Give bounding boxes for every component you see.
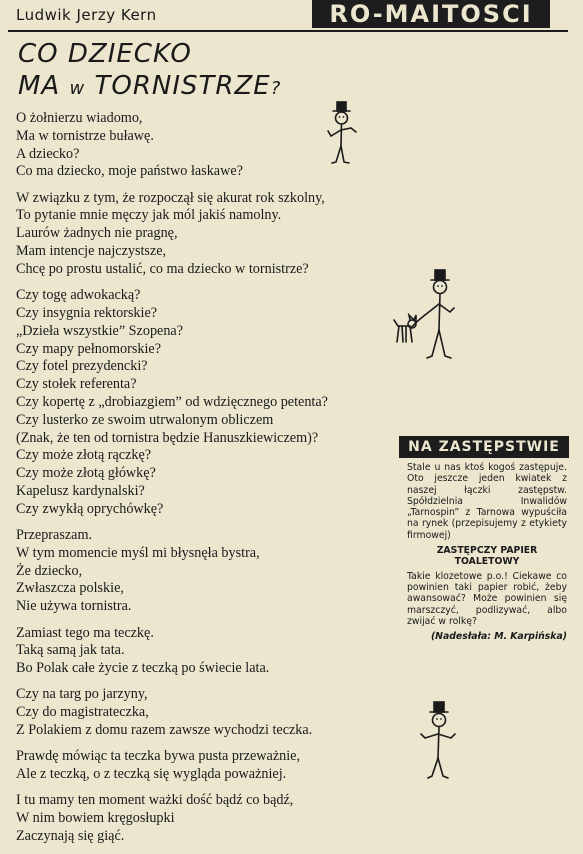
poem-stanza [16, 792, 411, 845]
sidebar-text: Takie klozetowe p.o.! Ciekawe co powinien taki papier robić, żeby awansować? Może powinien się marszczyć, podlizywać, albo zwijać w rolkę? [407, 570, 567, 627]
stick-figure-illustration-top [318, 100, 368, 172]
poem-line: Przepraszam. [16, 527, 93, 544]
poem-line: Ma w tornistrze buławę. [16, 127, 154, 144]
title-word-ma: MA [18, 71, 61, 101]
poem-line: Zwłaszcza polskie, [16, 580, 124, 597]
poem-line: Taką samą jak tata. [16, 642, 125, 659]
poem-line: Bo Polak całe życie z teczką po świecie lata. [16, 660, 270, 677]
poem-line: Zaczynają się giąć. [16, 827, 125, 844]
poem-stanza [16, 625, 411, 678]
poem-line: Czy mapy pełnomorskie? [16, 340, 161, 357]
poem-line: W nim bowiem kręgosłupki [16, 810, 175, 827]
title-line-1: CO DZIECKO [18, 39, 192, 69]
poem-stanza [16, 527, 411, 616]
sidebar-intro: Stale u nas ktoś kogoś zastępuje. Oto jeszcze jeden kwiatek z naszej łączki zastępstw. Spółdzielnia Inwalidów „Tarnospin” z Tarnowa wypuściła na rynek (przepisujemy z etykiety firmowej) [407, 462, 567, 541]
poem-line: W tym momencie myśl mi błysnęła bystra, [16, 544, 260, 561]
poem-line: Ale z teczką, o z teczką się wygląda poważniej. [16, 766, 287, 783]
poem-line: „Dzieła wszystkie” Szopena? [16, 322, 184, 339]
sidebar-subheading: ZASTĘPCZY PAPIER TOALETOWY [436, 545, 538, 568]
poem-line: Czy lusterko ze swoim utrwalonym obliczem [16, 411, 274, 428]
poem-line: Kapelusz kardynalski? [16, 482, 145, 499]
poem-line: Czy togę adwokacką? [16, 287, 141, 304]
poem-line: Czy insygnia rektorskie? [16, 304, 158, 321]
man-walking-dog-illustration [392, 268, 472, 368]
sidebar-heading: NA ZASTĘPSTWIE [399, 436, 569, 458]
poem-stanza [16, 686, 411, 739]
poem-stanza [16, 748, 411, 784]
poem-title [18, 38, 378, 105]
poem-line: Zamiast tego ma teczkę. [16, 624, 154, 641]
poem-line: Laurów żadnych nie pragnę, [16, 225, 178, 242]
poem-line: Że dziecko, [16, 562, 83, 579]
poem-stanza [16, 190, 411, 279]
header-rule [8, 30, 568, 32]
poem-line: Mam intencje najczystsze, [16, 243, 167, 260]
poem-line: Czy do magistrateczka, [16, 704, 149, 721]
masthead-logo: RO-MAITOSCI [312, 0, 550, 28]
poem-line: O żołnierzu wiadomo, [16, 110, 143, 126]
poem-line: Nie używa tornistra. [16, 598, 132, 615]
poem-line: Z Polakiem z domu razem zawsze wychodzi teczka. [16, 722, 313, 738]
sidebar-credit: (Nadesłała: M. Karpińska) [430, 631, 567, 643]
poem-line: I tu mamy ten moment ważki dość bądź co bądź, [16, 792, 294, 809]
poem-line: Czy stołek referenta? [16, 376, 137, 393]
title-word-tornistrze: TORNISTRZE [94, 71, 271, 101]
poem-line: (Znak, że ten od tornistra będzie Hanuszkiewiczem)? [16, 429, 319, 446]
poem-line: Chcę po prostu ustalić, co ma dziecko w tornistrze? [16, 260, 309, 277]
poem-line: Czy może złotą rączkę? [16, 447, 152, 464]
poem-line: Co ma dziecko, moje państwo łaskawe? [16, 163, 243, 180]
poem-line: Prawdę mówiąc ta teczka bywa pusta przeważnie, [16, 748, 301, 765]
poem-line: A dziecko? [16, 145, 80, 162]
poem-line: To pytanie mnie męczy jak mól jakiś namolny. [16, 207, 282, 224]
stick-figure-illustration-bottom [415, 700, 465, 788]
poem-line: Czy zwykłą oprychówkę? [16, 500, 164, 517]
author-name: Ludwik Jerzy Kern [16, 6, 157, 24]
poem-body [16, 110, 411, 854]
poem-line: Czy na targ po jarzyny, [16, 686, 148, 703]
sidebar-body [399, 458, 569, 642]
poem-line: Czy może złotą główkę? [16, 465, 156, 482]
poem-stanza [16, 287, 411, 518]
sidebar-box-na-zastepstwie [399, 436, 569, 642]
poem-line: Czy fotel prezydencki? [16, 358, 148, 375]
poem-line: Czy kopertę z „drobiazgiem” od wdzięcznego petenta? [16, 393, 328, 410]
title-question-mark: ? [270, 78, 282, 99]
poem-line: W związku z tym, że rozpoczął się akurat rok szkolny, [16, 189, 325, 206]
title-word-w: w [69, 78, 86, 99]
